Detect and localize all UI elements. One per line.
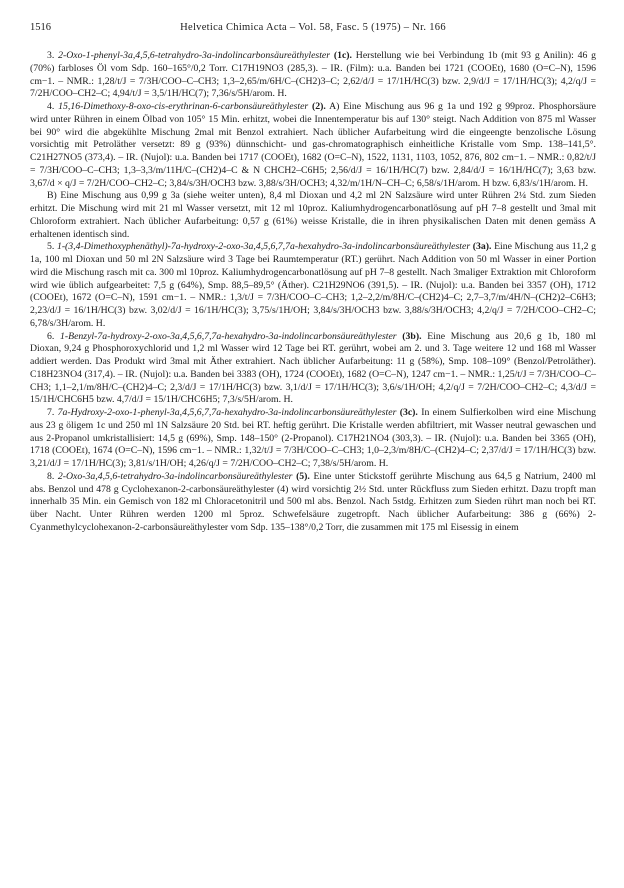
page-number: 1516 bbox=[30, 22, 51, 33]
compound-title: 2-Oxo-1-phenyl-3a,4,5,6-tetrahydro-3a-indolincarbonsäureäthylester bbox=[58, 50, 331, 61]
compound-label: (3b). bbox=[402, 330, 422, 342]
section-number: 8. bbox=[47, 470, 55, 482]
paragraph-5 bbox=[30, 241, 596, 330]
paragraph-body: Herstellung wie bei Verbindung 1b (mit 93 g Anilin): 46 g (70%) farbloses Öl vom Sdp. 160–165°/0,2 Torr. C17H19NO3 (285,3). – IR. (Film): u.a. Banden bei 1721 (COOEt), 1680 (O=C–N), 1596 cm−1. – NMR.: 1,28/t/J = 7/3H/COO–C–CH3; 1,3–2,65/m/6H/C–(CH2)3–C; 2,62/d/J = 17/1H/HC(3) bzw. 2,9/d/J = 17/1H/HC(3); 4,2/q/J = 7/2H/COO–CH2–C; 4,94/t/J = 3,5/1H/HC(7); 7,36/s/5H/arom. H. bbox=[30, 50, 597, 100]
paragraph-body: Eine unter Stickstoff gerührte Mischung aus 64,5 g Natrium, 2400 ml abs. Benzol und 478 g Cyclohexanon-2-carbonsäureäthylester (4) wird vorsichtig 2½ Std. unter Rückfluss zum Sieden erhitzt. Dazu tropft man innerhalb 35 Min. ein Gemisch von 182 ml Chloracetonitril und 500 ml abs. Benzol. Nach 5stdg. Erhitzen zum Sieden rührt man noch bei RT. über Nacht. Unter Rühren werden 1200 ml 5proz. Schwefelsäure zugetropft. Nach üblicher Aufarbeitung: 386 g (66%) 2-Cyanmethylcyclohexanon-2-carbonsäureäthylester vom Sdp. 135–138°/0,2 Torr, die zusammen mit 175 ml Eisessig in einem bbox=[30, 470, 597, 533]
paragraph-4 bbox=[30, 101, 596, 190]
paragraph-body: B) Eine Mischung aus 0,99 g 3a (siehe weiter unten), 8,4 ml Dioxan und 4,2 ml 2N Salzsäure wird unter Rühren 2¼ Std. zum Sieden erhitzt. Die Mischung wird mit 21 ml Wasser versetzt, mit 12 ml 10proz. Kaliumhydrogencarbonatlösung auf pH 7–8 gestellt und 3mal mit Chloroform extrahiert. Nach üblicher Aufarbeitung: 0,57 g (61%) weisse Kristalle, die in ihren physikalischen Daten mit denen gemäss A erhaltenen identisch sind. bbox=[30, 190, 596, 240]
compound-title: 1-Benzyl-7a-hydroxy-2-oxo-3a,4,5,6,7,7a-hexahydro-3a-indolincarbonsäureäthylester bbox=[60, 330, 397, 342]
paragraph-8 bbox=[30, 471, 596, 535]
page bbox=[30, 22, 596, 535]
paragraph-body: Eine Mischung aus 11,2 g 1a, 100 ml Dioxan und 50 ml 2N Salzsäure wird 3 Tage bei Raumtemperatur (RT.) gerührt. Nach Addition von 50 ml Wasser in einer Portion wird die Mischung rasch mit ca. 300 ml 10proz. Kaliumhydrogencarbonatlösung auf pH 7–8 gestellt. Nach 3maliger Extraktion mit Chloroform wird wie üblich aufgearbeitet: 7,5 g (64%), Smp. 88,5–89,5° (Äther). C21H29NO6 (391,5). – IR. (Nujol): u.a. Banden bei 3357 (OH), 1712 (COOEt), 1672 (O=C–N), 1591 cm−1. – NMR.: 1,3/t/J = 7/3H/COO–C–CH3; 1,2–2,2/m/8H/C–(CH2)4–C; 2,7–3,7/m/4H/N–(CH2)2–C6H3; 2,23/d/J = 16/1H/HC(3) bzw. 3,02/d/J = 16/1H/HC(3); 3,75/s/1H/OH; 3,84/s/3H/OCH3 bzw. 3,88/s/3H/OCH3; 4,2/q/J = 7/2H/COO–CH2–C; 6,78/s/3H/arom. H. bbox=[30, 241, 596, 329]
section-number: 4. bbox=[47, 101, 55, 112]
running-header bbox=[30, 22, 596, 36]
compound-title: 2-Oxo-3a,4,5,6-tetrahydro-3a-indolincarbonsäureäthylester bbox=[57, 470, 293, 482]
section-number: 6. bbox=[47, 330, 55, 342]
compound-title: 15,16-Dimethoxy-8-oxo-cis-erythrinan-6-carbonsäureäthylester bbox=[58, 101, 309, 112]
paragraph-body: A) Eine Mischung aus 96 g 1a und 192 g 99proz. Phosphorsäure wird unter Rühren in einem Ölbad von 105° 15 Min. erhitzt, wobei die Innentemperatur bis auf 130° steigt. Nach Addition von 875 ml Wasser bei 90° wird die abgekühlte Mischung 2mal mit Benzol extrahiert. Nach üblicher Aufarbeitung wird die eingeengte benzolische Lösung vorsichtig mit Petroläther versetzt: 89 g (93%) dünnschicht- und gas-chromatographisch einheitliche Kristalle vom Smp. 138–141,5°. C21H27NO5 (373,4). – IR. (Nujol): u.a. Banden bei 1717 (COOEt), 1682 (O=C–N), 1522, 1131, 1103, 1052, 876, 802 cm−1. – NMR.: 0,82/t/J = 7/3H/COO–C–CH3; 1,3–3,3/m/11H/C–(CH2)4–C & N CHCH2–C6H5; 2,56/d/J = 16/1H/HC(7) bzw. 2,84/d/J = 16/1H/HC(7); 3,63 bzw. 3,67/d × q/J = 7/2H/COO–CH2–C; 3,84/s/3H/OCH3 bzw. 3,88/s/3H/OCH3; 4,32/m/1H/N–CH–C; 6,58/s/1H/arom. H bzw. 6,83/s/1H/arom. H. bbox=[30, 101, 597, 189]
compound-label: (5). bbox=[296, 470, 310, 482]
paragraph-4b bbox=[30, 190, 596, 241]
compound-label: (3a). bbox=[472, 241, 492, 253]
paragraph-body: In einem Sulfierkolben wird eine Mischung aus 23 g öligem 1c und 250 ml 1N Salzsäure 20 Std. bei RT. heftig gerührt. Die Kristalle werden abfiltriert, mit Wasser neutral gewaschen und aus 2-Propanol umkristallisiert: 14,5 g (69%), Smp. 148–150° (2-Propanol). C17H21NO4 (303,3). – IR. (Nujol): u.a. Banden bei 3365 (OH), 1718 (COOEt), 1674 (O=C–N), 1596 cm−1. – NMR.: 1,32/t/J = 7/3H/COO–C–CH3; 1,0–2,3/m/8H/C–(CH2)4–C; 2,37/d/J = 17/1H/HC(3) bzw. 3,21/d/J = 17/1H/HC(3); 3,81/s/1H/OH; 4,26/q/J = 7/2H/COO–CH2–C; 7,38/s/5H/arom. H. bbox=[30, 407, 597, 469]
section-number: 3. bbox=[47, 50, 55, 61]
compound-label: (1c). bbox=[333, 50, 352, 61]
section-number: 7. bbox=[47, 407, 55, 418]
section-number: 5. bbox=[47, 241, 55, 253]
running-title: Helvetica Chimica Acta – Vol. 58, Fasc. 5 (1975) – Nr. 166 bbox=[180, 22, 446, 33]
compound-label: (2). bbox=[312, 101, 326, 112]
paragraph-7 bbox=[30, 407, 596, 471]
paragraph-3 bbox=[30, 50, 596, 101]
paragraph-body: Eine Mischung aus 20,6 g 1b, 180 ml Dioxan, 9,24 g Phosphoroxychlorid und 1,2 ml Wasser wird 12 Tage bei RT. gerührt, wobei am 2. und 3. Tage weitere 12 und 168 ml Wasser addiert werden. Das Produkt wird 3mal mit Äther extrahiert. Nach üblicher Aufarbeitung: 11 g (58%), Smp. 108–109° (Benzol/Petroläther). C18H23NO4 (317,4). – IR. (Nujol): u.a. Banden bei 3383 (OH), 1724 (COOEt), 1682 (O=C–N), 1247 cm−1. – NMR.: 1,25/t/J = 7/3H/COO–C–CH3; 1,1–2,1/m/8H/C–(CH2)4–C; 2,3/d/J = 17/1H/HC(3) bzw. 3,1/d/J = 17/1H/HC(3); 3,6/s/1H/OH; 4,2/q/J = 7/2H/COO–CH2–C; 4,3/d/J = 15/1H/CHC6H5 bzw. 4,7/d/J = 15/1H/CHC6H5; 7,3/s/5H/arom. H. bbox=[30, 330, 597, 406]
compound-title: 1-(3,4-Dimethoxyphenäthyl)-7a-hydroxy-2-oxo-3a,4,5,6,7,7a-hexahydro-3a-indolincarbonsäureäthylester bbox=[56, 241, 471, 253]
compound-title: 7a-Hydroxy-2-oxo-1-phenyl-3a,4,5,6,7,7a-hexahydro-3a-indolincarbonsäureäthylester bbox=[57, 407, 397, 418]
compound-label: (3c). bbox=[399, 407, 418, 418]
paragraph-6 bbox=[30, 331, 596, 408]
